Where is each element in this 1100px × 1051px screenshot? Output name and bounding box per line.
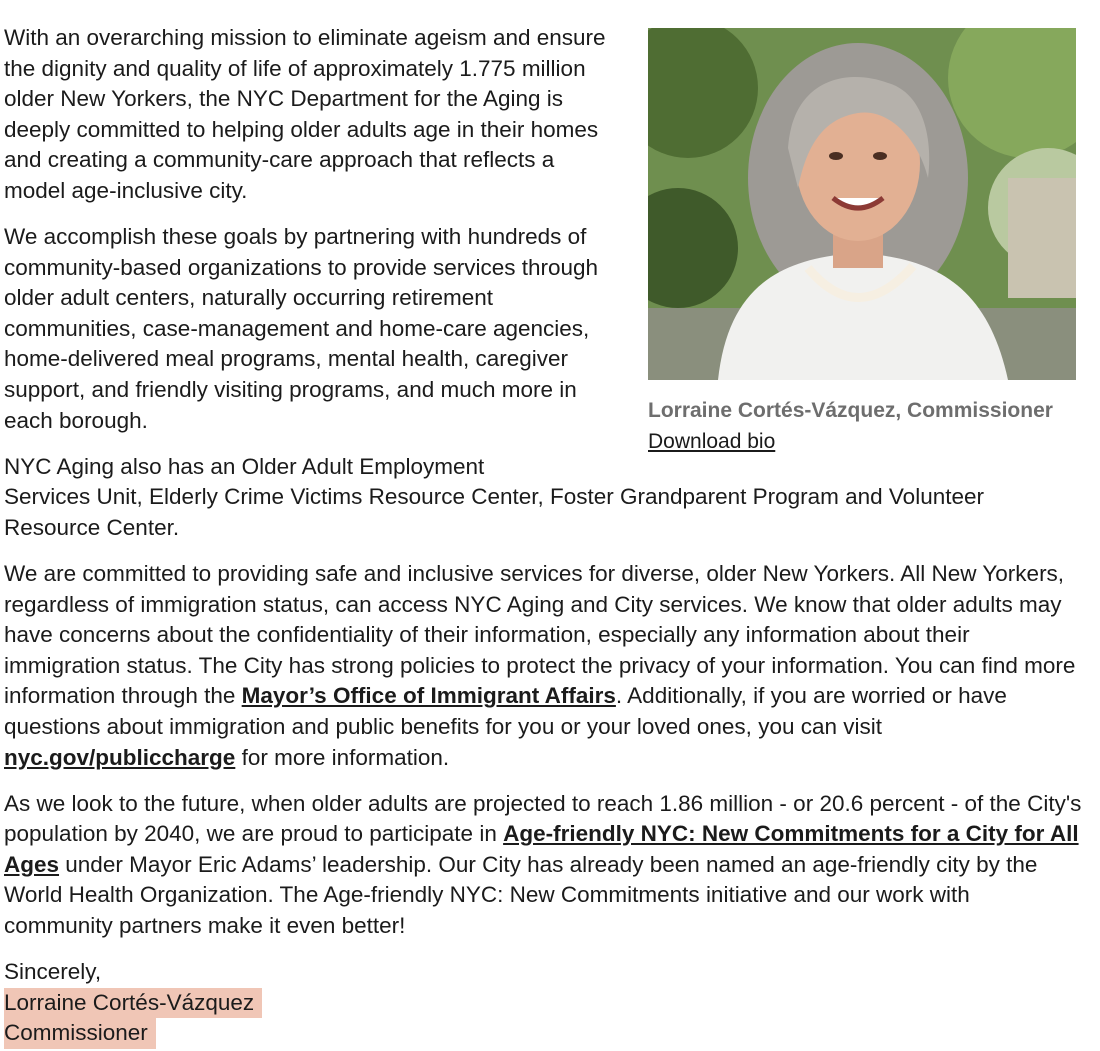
paragraph-mission: With an overarching mission to eliminate ageism and ensure the dignity and quality of life of approximately 1.775 million older New Yorkers, the NYC Department for the Aging is deeply committed to helping older adults age in their homes and creating a community-care approach that reflects a model age-inclusive city. (4, 25, 606, 203)
commissioner-figure (648, 28, 1078, 457)
future-text-1: As we look to the future, when older adults are projected to reach 1.86 million - or 20.6 percent - of the City's population by 2040, we are proud to participate in (4, 790, 1082, 847)
paragraph-services-rest: Services Unit, Elderly Crime Victims Resource Center, Foster Grandparent Program and Volunteer Resource Center. (4, 484, 984, 540)
salutation: Sincerely, (4, 959, 102, 985)
immigrant-affairs-link[interactable]: Mayor’s Office of Immigrant Affairs (241, 683, 616, 709)
portrait-illustration (648, 28, 1076, 380)
closing-block (4, 957, 1084, 1049)
paragraph-partners: We accomplish these goals by partnering with hundreds of community-based organizations to provide services through older adult centers, naturally occurring retirement communities, case-management and home-care agencies, home-delivered meal programs, mental health, caregiver support, and friendly visiting programs, and much more in each borough. (4, 224, 599, 433)
download-bio-link[interactable]: Download bio (648, 430, 776, 453)
paragraph-services (4, 452, 1084, 544)
public-charge-link[interactable]: nyc.gov/publiccharge (4, 744, 236, 770)
letter-content (4, 23, 1084, 1049)
immigration-text-3: for more information. (235, 744, 450, 770)
age-friendly-nyc-link[interactable]: Age-friendly NYC: New Commitments for a City for All Ages (4, 821, 1079, 877)
paragraph-future (4, 789, 1084, 942)
signature-title: Commissioner (4, 1018, 156, 1049)
paragraph-immigration (4, 559, 1084, 773)
signature-name: Lorraine Cortés-Vázquez (4, 988, 262, 1019)
paragraph-services-first-line: NYC Aging also has an Older Adult Employment (4, 453, 485, 479)
future-text-2: under Mayor Eric Adams’ leadership. Our City has already been named an age-friendly city by the World Health Organization. The Age-friendly NYC: New Commitments initiative and our work with community partners make it even better! (4, 851, 1038, 939)
photo-caption: Lorraine Cortés-Vázquez, Commissioner (648, 399, 1053, 422)
immigration-text-2: . Additionally, if you are worried or have questions about immigration and public benefits for you or your loved ones, you can visit (4, 683, 1007, 739)
portrait-photo (648, 28, 1076, 380)
immigration-text-1: We are committed to providing safe and inclusive services for diverse, older New Yorkers. All New Yorkers, regardless of immigration status, can access NYC Aging and City services. We know that older adults may have concerns about the confidentiality of their information, especially any information about their immigration status. The City has strong policies to protect the privacy of your information. You can find more information through the (4, 561, 1076, 709)
